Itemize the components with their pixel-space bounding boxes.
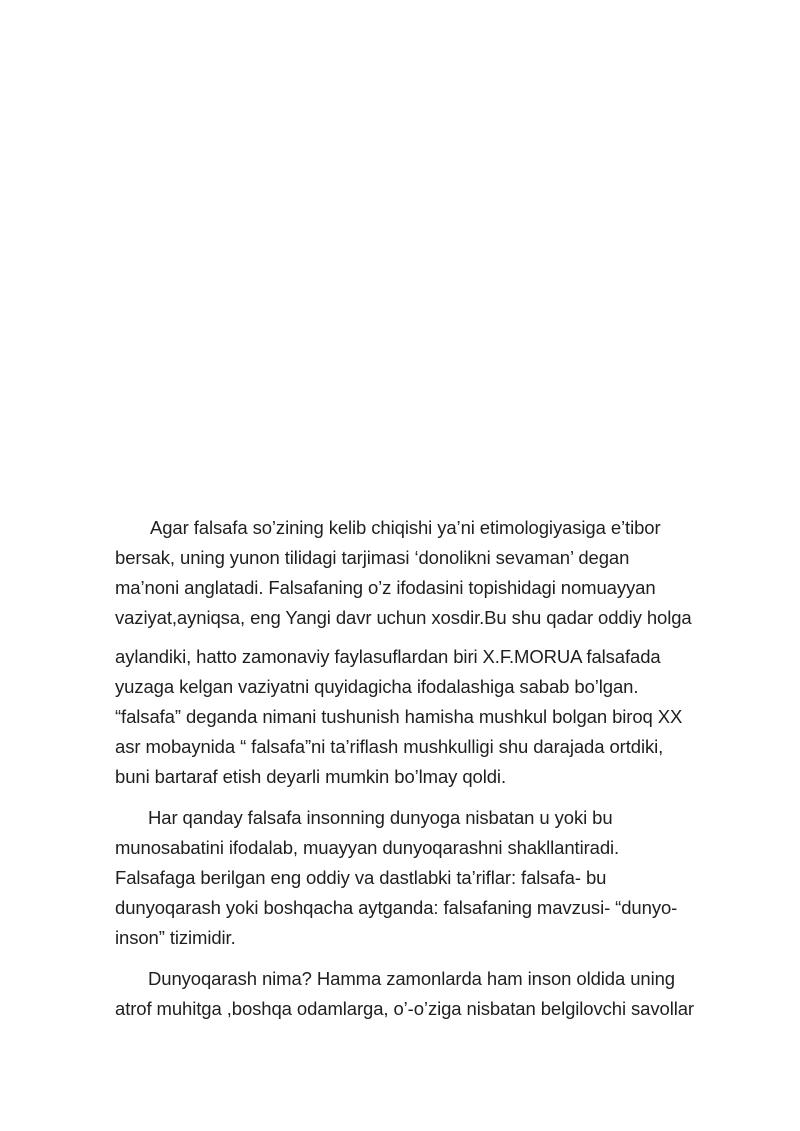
text-line: atrof muhitga ,boshqa odamlarga, o’-o’ziga nisbatan belgilovchi savollar (115, 998, 694, 1019)
text-line: Har qanday falsafa insonning dunyoga nisbatan u yoki bu (148, 807, 613, 828)
paragraph-question (115, 964, 745, 1024)
text-line: “falsafa” deganda nimani tushunish hamisha mushkul bolgan biroq XX (115, 706, 683, 727)
text-line: inson” tizimidir. (115, 927, 236, 948)
text-line: yuzaga kelgan vaziyatni quyidagicha ifodalashiga sabab bo’lgan. (115, 676, 639, 697)
paragraph-etymology (115, 513, 745, 633)
text-line: ma’noni anglatadi. Falsafaning o’z ifodasini topishidagi nomuayyan (115, 577, 656, 598)
text-line: Dunyoqarash nima? Hamma zamonlarda ham inson oldida uning (148, 968, 675, 989)
text-line: asr mobaynida “ falsafa”ni ta’riflash mushkulligi shu darajada ortdiki, (115, 736, 664, 757)
text-line: Agar falsafa so’zining kelib chiqishi ya’ni etimologiyasiga e’tibor (150, 517, 661, 538)
text-line: vaziyat,ayniqsa, eng Yangi davr uchun xosdir.Bu shu qadar oddiy holga (115, 607, 692, 628)
paragraph-worldview (115, 803, 745, 953)
text-line: bersak, uning yunon tilidagi tarjimasi ‘donolikni sevaman’ degan (115, 547, 630, 568)
text-line: buni bartaraf etish deyarli mumkin bo’lmay qoldi. (115, 766, 506, 787)
document-body (115, 513, 745, 1024)
text-line: aylandiki, hatto zamonaviy faylasuflardan biri X.F.MORUA falsafada (115, 646, 661, 667)
text-line: Falsafaga berilgan eng oddiy va dastlabki ta’riflar: falsafa- bu (115, 867, 607, 888)
paragraph-morua (115, 642, 745, 792)
text-line: dunyoqarash yoki boshqacha aytganda: falsafaning mavzusi- “dunyo- (115, 897, 678, 918)
text-line: munosabatini ifodalab, muayyan dunyoqarashni shakllantiradi. (115, 837, 620, 858)
